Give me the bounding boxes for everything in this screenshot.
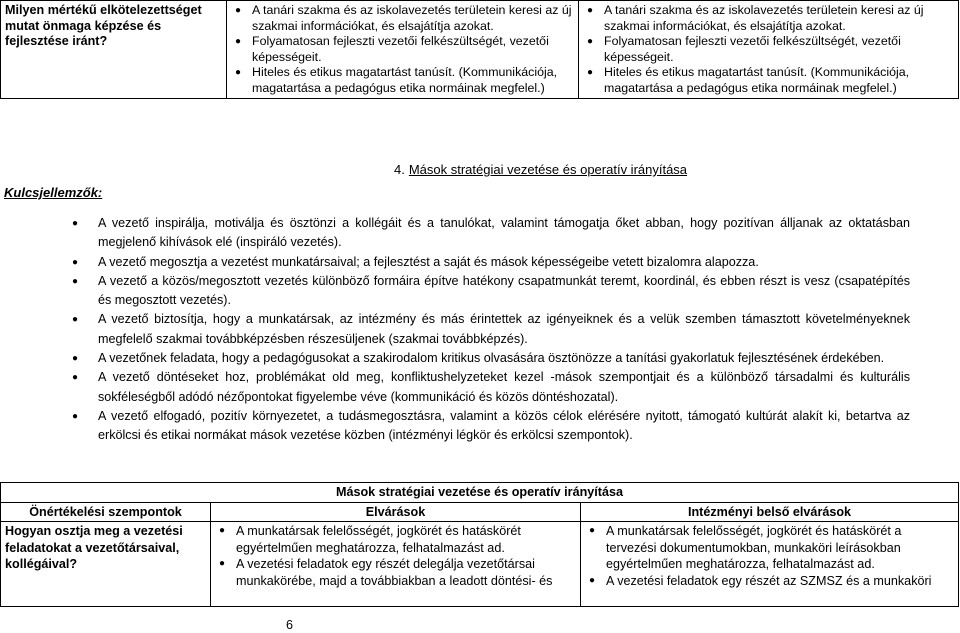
list-item: ● A munkatársak felelősségét, jogkörét és hatáskörét egyértelműen meghatározza, felhatalmazást ad. <box>215 523 576 556</box>
list-item: ● Hiteles és etikus magatartást tanúsít. (Kommunikációja, magatartása a pedagógus etika normáinak megfelel.) <box>583 65 954 96</box>
list-item: ● A vezetőnek feladata, hogy a pedagógusokat a szakirodalom kritikus olvasására ösztönözze a tanítási gyakorlatuk fejlesztésének érdekében. <box>72 349 910 368</box>
table-title: Mások stratégiai vezetése és operatív irányítása <box>1 483 959 503</box>
self-assessment-table <box>0 482 959 607</box>
expectations-cell <box>227 1 579 99</box>
list-item: ● Folyamatosan fejleszti vezetői felkészültségét, vezetői képességeit. <box>231 34 574 65</box>
list-item: ● A vezető biztosítja, hogy a munkatársak, az intézmény és más érintettek az igényeiknek és a velük szemben támasztott követelményeknek megfelelő szakmai továbbképzésben részesüljenek (szakmai továbbképzés). <box>72 310 910 349</box>
expectations-list <box>215 523 576 589</box>
internal-expectations-cell <box>581 522 959 607</box>
expectations-cell <box>211 522 581 607</box>
top-criteria-table <box>0 0 959 99</box>
column-header: Intézményi belső elvárások <box>581 502 959 522</box>
expectations-list <box>231 3 574 96</box>
list-item: ● A tanári szakma és az iskolavezetés területein keresi az új szakmai információkat, és elsajátítja azokat. <box>231 3 574 34</box>
key-characteristics-list <box>72 214 910 446</box>
criterion-question: Hogyan osztja meg a vezetési feladatokat a vezetőtársaival, kollégáival? <box>5 524 183 571</box>
list-item: ● Folyamatosan fejleszti vezetői felkészültségét, vezetői képességeit. <box>583 34 954 65</box>
list-item: ● A vezető a közös/megosztott vezetés különböző formáira építve hatékony csapatmunkát teremt, koordinál, és ebben részt is vesz (csapatépítés és megosztott vezetés). <box>72 272 910 311</box>
key-characteristics-label: Kulcsjellemzők: <box>4 185 103 200</box>
section-number: 4. <box>394 162 405 177</box>
question-cell <box>1 522 211 607</box>
list-item: ● A munkatársak felelősségét, jogkörét és hatáskörét a tervezési dokumentumokban, munkaköri leírásokban egyértelműen meghatározza, felhatalmazást ad. <box>585 523 954 573</box>
internal-expectations-list <box>583 3 954 96</box>
list-item: ● A vezető megosztja a vezetést munkatársaival; a fejlesztést a saját és mások képességeibe vetett bizalomra alapozza. <box>72 253 910 272</box>
table-row <box>1 1 959 99</box>
list-item: ● Hiteles és etikus magatartást tanúsít. (Kommunikációja, magatartása a pedagógus etika normáinak megfelel.) <box>231 65 574 96</box>
list-item: ● A vezető inspirálja, motiválja és ösztönzi a kollégáit és a tanulókat, valamint támogatja őket abban, hogy pozitívan álljanak az oktatásban megjelenő kihívások elé (inspiráló vezetés). <box>72 214 910 253</box>
column-header: Önértékelési szempontok <box>1 502 211 522</box>
internal-expectations-list <box>585 523 954 589</box>
list-item: ● A vezető döntéseket hoz, problémákat old meg, konfliktushelyzeteket kezel -mások szempontjait és a különböző társadalmi és kulturális sokféleségből adódó nézőpontokat figyelembe véve (kommunikáció és közös döntéshozatal). <box>72 368 910 407</box>
section-title: Mások stratégiai vezetése és operatív irányítása <box>408 162 688 177</box>
list-item: ● A vezetési feladatok egy részét az SZMSZ és a munkaköri <box>585 573 954 590</box>
criterion-question: Milyen mértékű elkötelezettséget mutat önmaga képzése és fejlesztése iránt? <box>1 1 227 99</box>
list-item: ● A vezetési feladatok egy részét delegálja vezetőtársai munkakörébe, majd a továbbiakban a leadott döntési- és <box>215 556 576 589</box>
table-row <box>1 522 959 607</box>
list-item: ● A tanári szakma és az iskolavezetés területein keresi az új szakmai információkat, és elsajátítja azokat. <box>583 3 954 34</box>
column-header: Elvárások <box>211 502 581 522</box>
table-header-row <box>1 502 959 522</box>
section-heading <box>394 162 687 177</box>
internal-expectations-cell <box>579 1 959 99</box>
page-number: 6 <box>286 618 294 632</box>
list-item: ● A vezető elfogadó, pozitív környezetet, a tudásmegosztásra, valamint a közös célok elérésére nyitott, támogató kultúrát alakít ki, betartva az erkölcsi és etikai normákat mások vezetése közben (intézményi légkör és erkölcsi szempontok). <box>72 407 910 446</box>
